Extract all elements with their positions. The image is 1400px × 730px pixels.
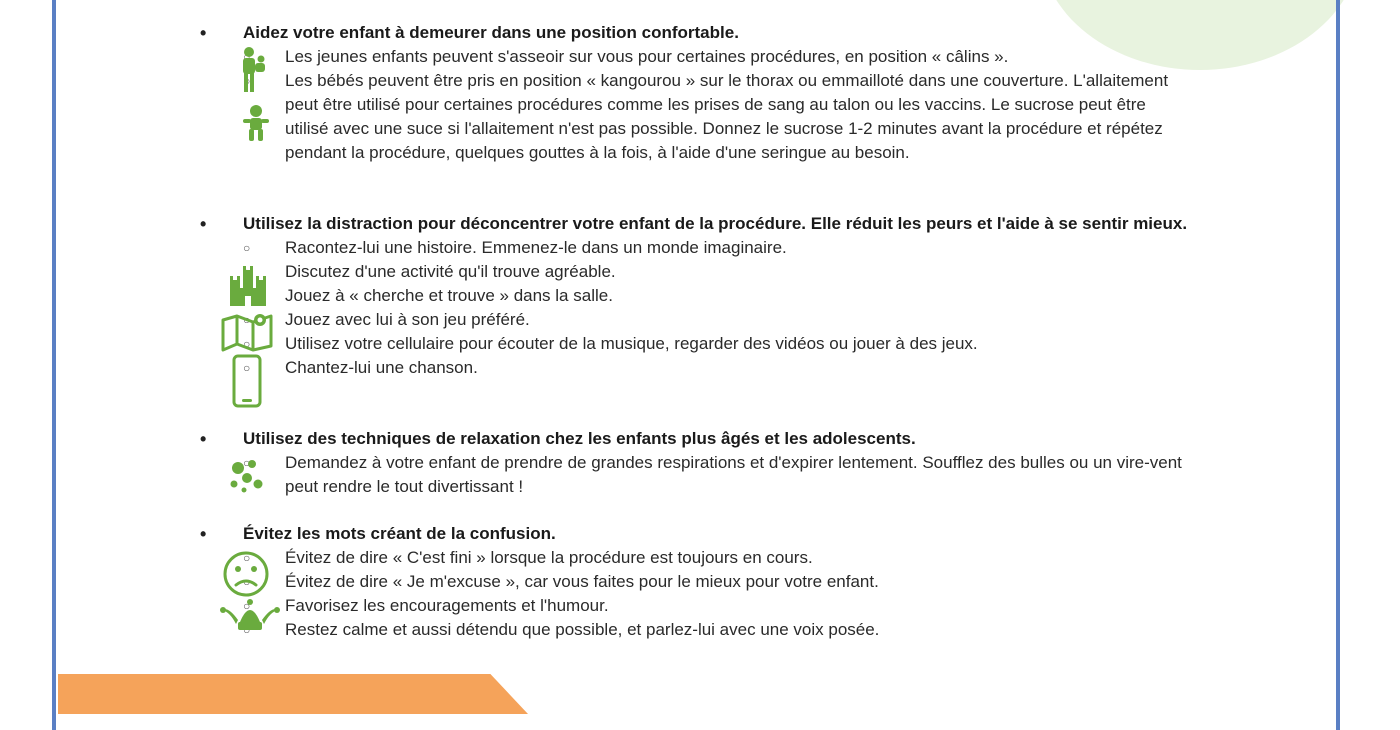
list-item: ○ Évitez de dire « Je m'excuse », car vous faites pour le mieux pour votre enfant. [285,570,1190,594]
section-avoid-confusing-words [200,522,1240,642]
jester-hat-icon [220,598,280,634]
list-item: ○ Favorisez les encouragements et l'humour. [285,594,1190,618]
bullet: • [200,429,207,449]
section-heading: Utilisez des techniques de relaxation chez les enfants plus âgés et les adolescents. [243,429,916,448]
section-heading: Évitez les mots créant de la confusion. [243,524,556,543]
bubbles-icon [226,454,266,494]
section-heading: Aidez votre enfant à demeurer dans une position confortable. [243,23,739,42]
section-heading: Utilisez la distraction pour déconcentrer votre enfant de la procédure. Elle réduit les peurs et l'aide à se sentir mieux. [243,214,1188,233]
section-comfortable-position [200,21,1240,165]
bullet: • [200,214,207,234]
list-item: ○ Demandez à votre enfant de prendre de grandes respirations et d'expirer lentement. Soufflez des bulles ou un vire-vent peut rendre le tout divertissant ! [285,451,1190,499]
baby-icon [240,104,272,144]
sad-face-icon [222,550,270,598]
parent-holding-child-icon [236,46,270,94]
castle-icon [226,264,270,308]
list-item: ○ Utilisez votre cellulaire pour écouter de la musique, regarder des vidéos ou jouer à des jeux. [285,332,1190,356]
bullet: • [200,23,207,43]
section-relaxation [200,427,1240,499]
list-item: ○ Jouez à « cherche et trouve » dans la salle. [285,284,1190,308]
list-item: ○ Chantez-lui une chanson. [285,356,1190,380]
list-item: ○ Racontez-lui une histoire. Emmenez-le dans un monde imaginaire. [285,236,1190,260]
map-icon [220,310,274,352]
list-item: ○ Évitez de dire « C'est fini » lorsque la procédure est toujours en cours. [285,546,1190,570]
list-item: ○ Jouez avec lui à son jeu préféré. [285,308,1190,332]
list-item: ○ Les jeunes enfants peuvent s'asseoir sur vous pour certaines procédures, en position « câlins ». [285,45,1190,69]
footer-accent-bar [58,674,528,714]
list-item: ○ Discutez d'une activité qu'il trouve agréable. [285,260,1190,284]
section-distraction [200,212,1240,380]
list-item: ○ Restez calme et aussi détendu que possible, et parlez-lui avec une voix posée. [285,618,1190,642]
phone-icon [232,354,262,408]
list-item: ○ Les bébés peuvent être pris en position « kangourou » sur le thorax ou emmailloté dans une couverture. L'allaitement peut être utilisé pour certaines procédures comme les prises de sang au talon ou les vaccins. Le sucrose peut être utilisé avec une suce si l'allaitement n'est pas possible. Donnez le sucrose 1-2 minutes avant la procédure et répétez pendant la procédure, quelques gouttes à la fois, à l'aide d'une seringue au besoin. [285,69,1190,165]
bullet: • [200,524,207,544]
